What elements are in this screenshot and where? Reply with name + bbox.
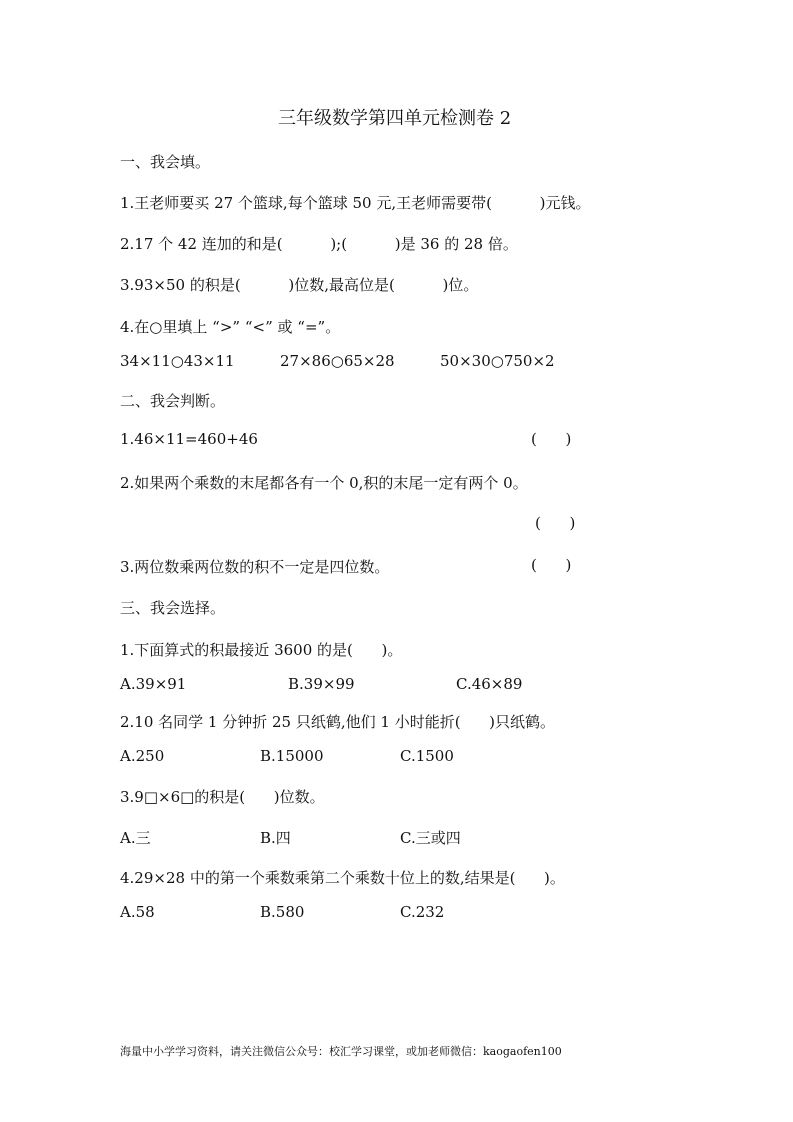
option-3-a: A.三	[120, 829, 151, 847]
answer-paren-2: ( )	[535, 514, 576, 532]
question-choose-4: 4.29×28 中的第一个乘数乘第二个乘数十位上的数,结果是( )。	[120, 869, 565, 887]
section-heading-fill: 一、我会填。	[120, 153, 211, 171]
option-1-a: A.39×91	[120, 675, 187, 693]
compare-item-2: 27×86○65×28	[280, 352, 395, 370]
question-fill-2: 2.17 个 42 连加的和是( );( )是 36 的 28 倍。	[120, 235, 518, 253]
option-2-b: B.15000	[260, 747, 324, 765]
question-fill-3: 3.93×50 的积是( )位数,最高位是( )位。	[120, 276, 479, 294]
compare-item-1: 34×11○43×11	[120, 352, 235, 370]
option-3-b: B.四	[260, 829, 291, 847]
question-judge-2: 2.如果两个乘数的末尾都各有一个 0,积的末尾一定有两个 0。	[120, 474, 528, 492]
page-title: 三年级数学第四单元检测卷 2	[278, 108, 512, 129]
question-judge-3: 3.两位数乘两位数的积不一定是四位数。	[120, 558, 390, 576]
question-judge-1: 1.46×11=460+46	[120, 430, 258, 448]
option-4-b: B.580	[260, 903, 305, 921]
question-fill-4: 4.在○里填上 “>” “<” 或 “=”。	[120, 318, 341, 336]
option-1-c: C.46×89	[456, 675, 523, 693]
section-heading-choose: 三、我会选择。	[120, 599, 226, 617]
compare-item-3: 50×30○750×2	[440, 352, 555, 370]
option-2-c: C.1500	[400, 747, 454, 765]
option-1-b: B.39×99	[288, 675, 355, 693]
footer-note: 海量中小学学习资料，请关注微信公众号：校汇学习课堂，或加老师微信：kaogaofen100	[120, 1045, 562, 1058]
question-fill-1: 1.王老师要买 27 个篮球,每个篮球 50 元,王老师需要带( )元钱。	[120, 194, 591, 212]
option-2-a: A.250	[120, 747, 165, 765]
question-choose-3: 3.9□×6□的积是( )位数。	[120, 788, 325, 806]
answer-paren-1: ( )	[531, 430, 572, 448]
question-choose-2: 2.10 名同学 1 分钟折 25 只纸鹤,他们 1 小时能折( )只纸鹤。	[120, 713, 556, 731]
option-4-c: C.232	[400, 903, 445, 921]
option-3-c: C.三或四	[400, 829, 461, 847]
section-heading-judge: 二、我会判断。	[120, 392, 226, 410]
question-choose-1: 1.下面算式的积最接近 3600 的是( )。	[120, 641, 403, 659]
answer-paren-3: ( )	[531, 556, 572, 574]
option-4-a: A.58	[120, 903, 155, 921]
